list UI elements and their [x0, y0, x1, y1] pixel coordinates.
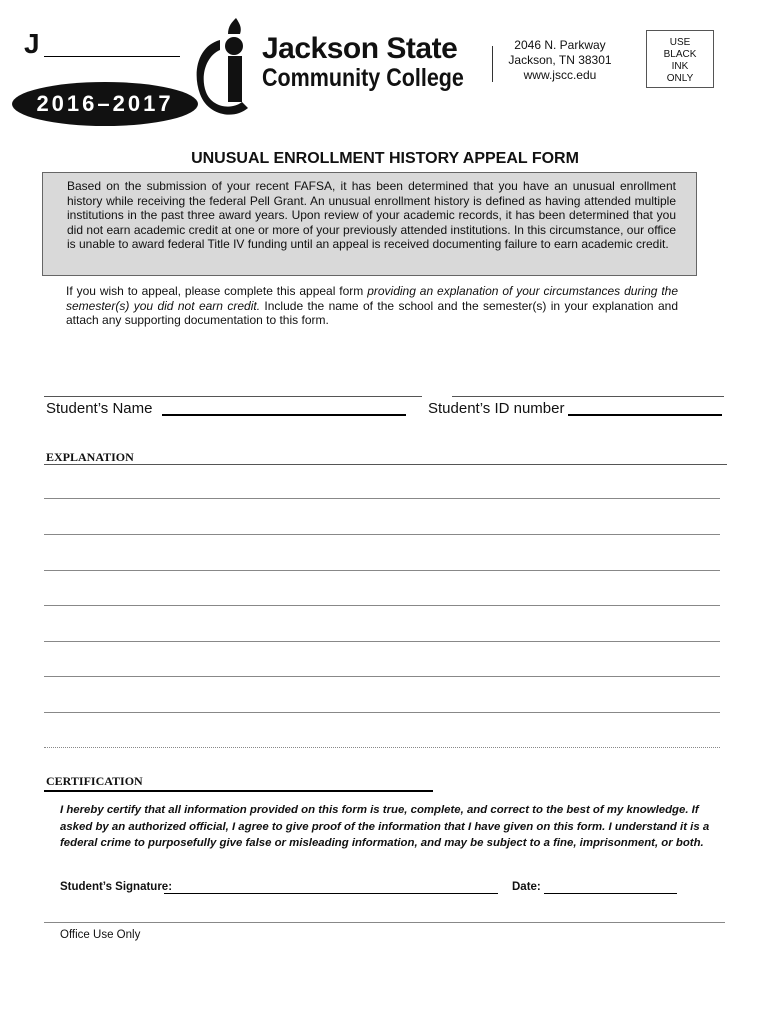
id-top-rule [452, 396, 724, 397]
j-number-prefix: J [24, 28, 40, 59]
explanation-line[interactable] [44, 712, 720, 713]
explanation-line[interactable] [44, 534, 720, 535]
explanation-line[interactable] [44, 641, 720, 642]
certification-statement: I hereby certify that all information provided on this form is true, complete, and correct to the best of my knowledge. If asked by an authorized official, I agree to give proof of the information that I have given on this form. I understand it is a federal crime to purposefully give false or misleading information, and may be subject to a fine, imprisonment, or both. [60, 804, 710, 849]
student-id-label: Student’s ID number [428, 400, 565, 417]
certification-heading: CERTIFICATION [46, 774, 143, 788]
notice-box: Based on the submission of your recent FAFSA, it has been determined that you have an unusual enrollment history while receiving the federal Pell Grant. An unusual enrollment history is defined as having attended multiple institutions in the past three award years. Upon review of your academic records, it has been determined that you did not earn academic credit at one or more of your previously attended institutions. In this circumstance, our office is unable to award federal Title IV funding until an appeal is received documenting failure to earn academic credit. [42, 172, 697, 276]
college-name-line1: Jackson State [262, 32, 458, 65]
award-year-badge: 2016–2017 [12, 82, 198, 126]
explanation-rule [44, 464, 727, 465]
office-use-rule [44, 922, 725, 923]
appeal-text-end: Include the name of the school and the semester(s) in your explanation and attach any supporting documentation to this form. [66, 298, 678, 328]
explanation-line[interactable] [44, 498, 720, 499]
ink-box-line: USE [669, 37, 691, 48]
appeal-text-start: If you wish to appeal, please complete this appeal form [66, 284, 368, 298]
appeal-text-emphasis: providing an explanation of your circumstances during the semester(s) you did not earn credit. [66, 284, 679, 313]
j-number-line[interactable] [44, 56, 180, 57]
explanation-line[interactable] [44, 570, 720, 571]
signature-field[interactable] [164, 893, 498, 894]
college-name [262, 34, 497, 91]
ink-box-line: INK [671, 61, 689, 72]
student-name-label: Student’s Name [46, 400, 153, 417]
form-title: UNUSUAL ENROLLMENT HISTORY APPEAL FORM [191, 150, 579, 167]
explanation-line[interactable] [44, 747, 720, 748]
college-address [500, 38, 620, 83]
address-city: Jackson, TN 38301 [508, 53, 612, 67]
address-website: www.jscc.edu [523, 68, 597, 82]
ink-box-line: BLACK [663, 49, 697, 60]
date-field[interactable] [544, 893, 677, 894]
use-black-ink-box [646, 30, 714, 88]
explanation-heading: EXPLANATION [46, 450, 134, 464]
explanation-line[interactable] [44, 676, 720, 677]
date-label: Date: [512, 881, 541, 893]
office-use-label: Office Use Only [60, 929, 141, 941]
name-top-rule [44, 396, 422, 397]
certification-rule [44, 790, 433, 792]
appeal-instructions [66, 284, 678, 328]
address-street: 2046 N. Parkway [514, 38, 606, 52]
explanation-line[interactable] [44, 605, 720, 606]
student-id-field[interactable] [568, 414, 722, 416]
ink-box-line: ONLY [666, 73, 694, 84]
college-name-line2: Community College [262, 64, 464, 92]
student-name-field[interactable] [162, 414, 406, 416]
header-divider [492, 46, 493, 82]
college-logo-icon [194, 16, 258, 120]
signature-label: Student’s Signature: [60, 881, 173, 893]
